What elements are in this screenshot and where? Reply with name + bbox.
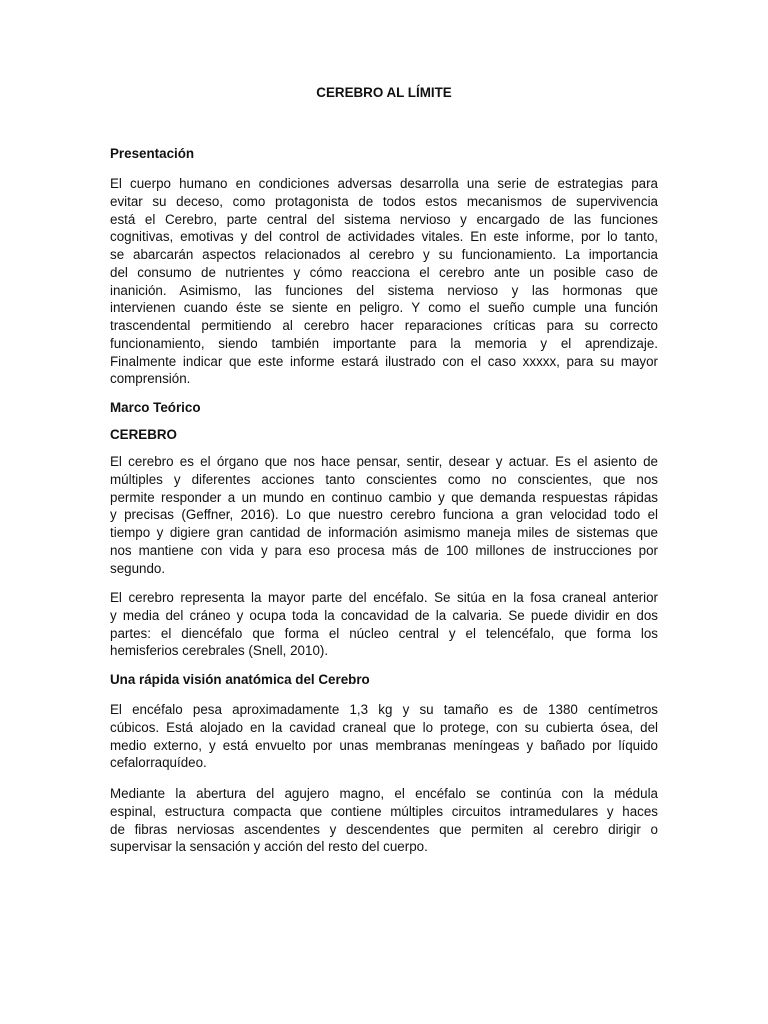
paragraph-line: El cerebro es el órgano que nos hace pensar, sentir, desear y actuar. Es el asiento de (110, 454, 658, 469)
paragraph-anatomia-2 (110, 785, 658, 856)
paragraph-line: tiempo y digiere gran cantidad de información asimismo maneja miles de sistemas que (110, 525, 658, 540)
paragraph-line: se abarcarán aspectos relacionados al cerebro y su funcionamiento. La importancia (110, 247, 658, 262)
paragraph-line: está el Cerebro, parte central del sistema nervioso y encargado de las funciones (110, 211, 658, 227)
paragraph-cerebro-1 (110, 453, 658, 577)
section-heading-marco-teorico: Marco Teórico (110, 400, 201, 415)
paragraph-line: comprensión. (110, 371, 191, 387)
paragraph-line: El encéfalo pesa aproximadamente 1,3 kg y su tamaño es de 1380 centímetros (110, 702, 658, 717)
paragraph-line: evitar su deceso, como protagonista de todos estos mecanismos de supervivencia (110, 193, 658, 209)
paragraph-line: El cuerpo humano en condiciones adversas desarrolla una serie de estrategias para (110, 176, 658, 191)
paragraph-line: intervienen cuando éste se siente en peligro. Y como el sueño cumple una función (110, 300, 658, 316)
paragraph-line: trascendental permitiendo al cerebro hacer reparaciones críticas para su correcto (110, 318, 658, 333)
paragraph-line: inanición. Asimismo, las funciones del sistema nervioso y las hormonas que (110, 282, 658, 298)
paragraph-line: espinal, estructura compacta que contiene múltiples circuitos intramedulares y haces (110, 803, 658, 819)
paragraph-line: del consumo de nutrientes y cómo reacciona el cerebro ante un posible caso de (110, 264, 658, 280)
paragraph-line: supervisar la sensación y acción del resto del cuerpo. (110, 839, 428, 855)
paragraph-line: funcionamiento, siendo también importante para la memoria y el aprendizaje. (110, 335, 658, 351)
paragraph-line: múltiples y diferentes acciones tanto conscientes como no conscientes, que nos (110, 471, 658, 487)
paragraph-presentacion (110, 175, 658, 388)
paragraph-line: nos mantiene con vida y para eso procesa más de 100 millones de instrucciones por (110, 542, 658, 558)
paragraph-cerebro-2 (110, 589, 658, 660)
paragraph-line: cognitivas, emotivas y del control de actividades vitales. En este informe, por lo tanto, (110, 229, 658, 245)
paragraph-line: Finalmente indicar que este informe estará ilustrado con el caso xxxxx, para su mayor (110, 353, 658, 369)
paragraph-line: cúbicos. Está alojado en la cavidad craneal que lo protege, con su cubierta ósea, del (110, 719, 658, 735)
paragraph-line: El cerebro representa la mayor parte del encéfalo. Se sitúa en la fosa craneal anterior (110, 590, 658, 605)
paragraph-line: y precisas (Geffner, 2016). Lo que nuestro cerebro funciona a gran velocidad todo el (110, 507, 658, 523)
paragraph-line: segundo. (110, 560, 166, 576)
paragraph-line: partes: el diencéfalo que forma el núcleo central y el telencéfalo, que forma los (110, 625, 658, 641)
paragraph-anatomia-1 (110, 701, 658, 772)
paragraph-line: de fibras nerviosas ascendentes y descendentes que permiten al cerebro dirigir o (110, 821, 658, 837)
paragraph-line: cefalorraquídeo. (110, 755, 207, 771)
paragraph-line: hemisferios cerebrales (Snell, 2010). (110, 643, 329, 659)
paragraph-line: y media del cráneo y ocupa toda la concavidad de la calvaria. Se puede dividir en dos (110, 607, 658, 623)
section-heading-vision-anatomica: Una rápida visión anatómica del Cerebro (110, 672, 370, 687)
subheading-cerebro: CEREBRO (110, 427, 177, 442)
paragraph-line: Mediante la abertura del agujero magno, el encéfalo se continúa con la médula (110, 786, 658, 801)
section-heading-presentacion: Presentación (110, 146, 195, 161)
paragraph-line: permite responder a un mundo en continuo cambio y que demanda respuestas rápidas (110, 489, 658, 505)
paragraph-line: medio externo, y está envuelto por unas membranas meníngeas y bañado por líquido (110, 737, 658, 753)
document-title: CEREBRO AL LÍMITE (316, 85, 452, 100)
